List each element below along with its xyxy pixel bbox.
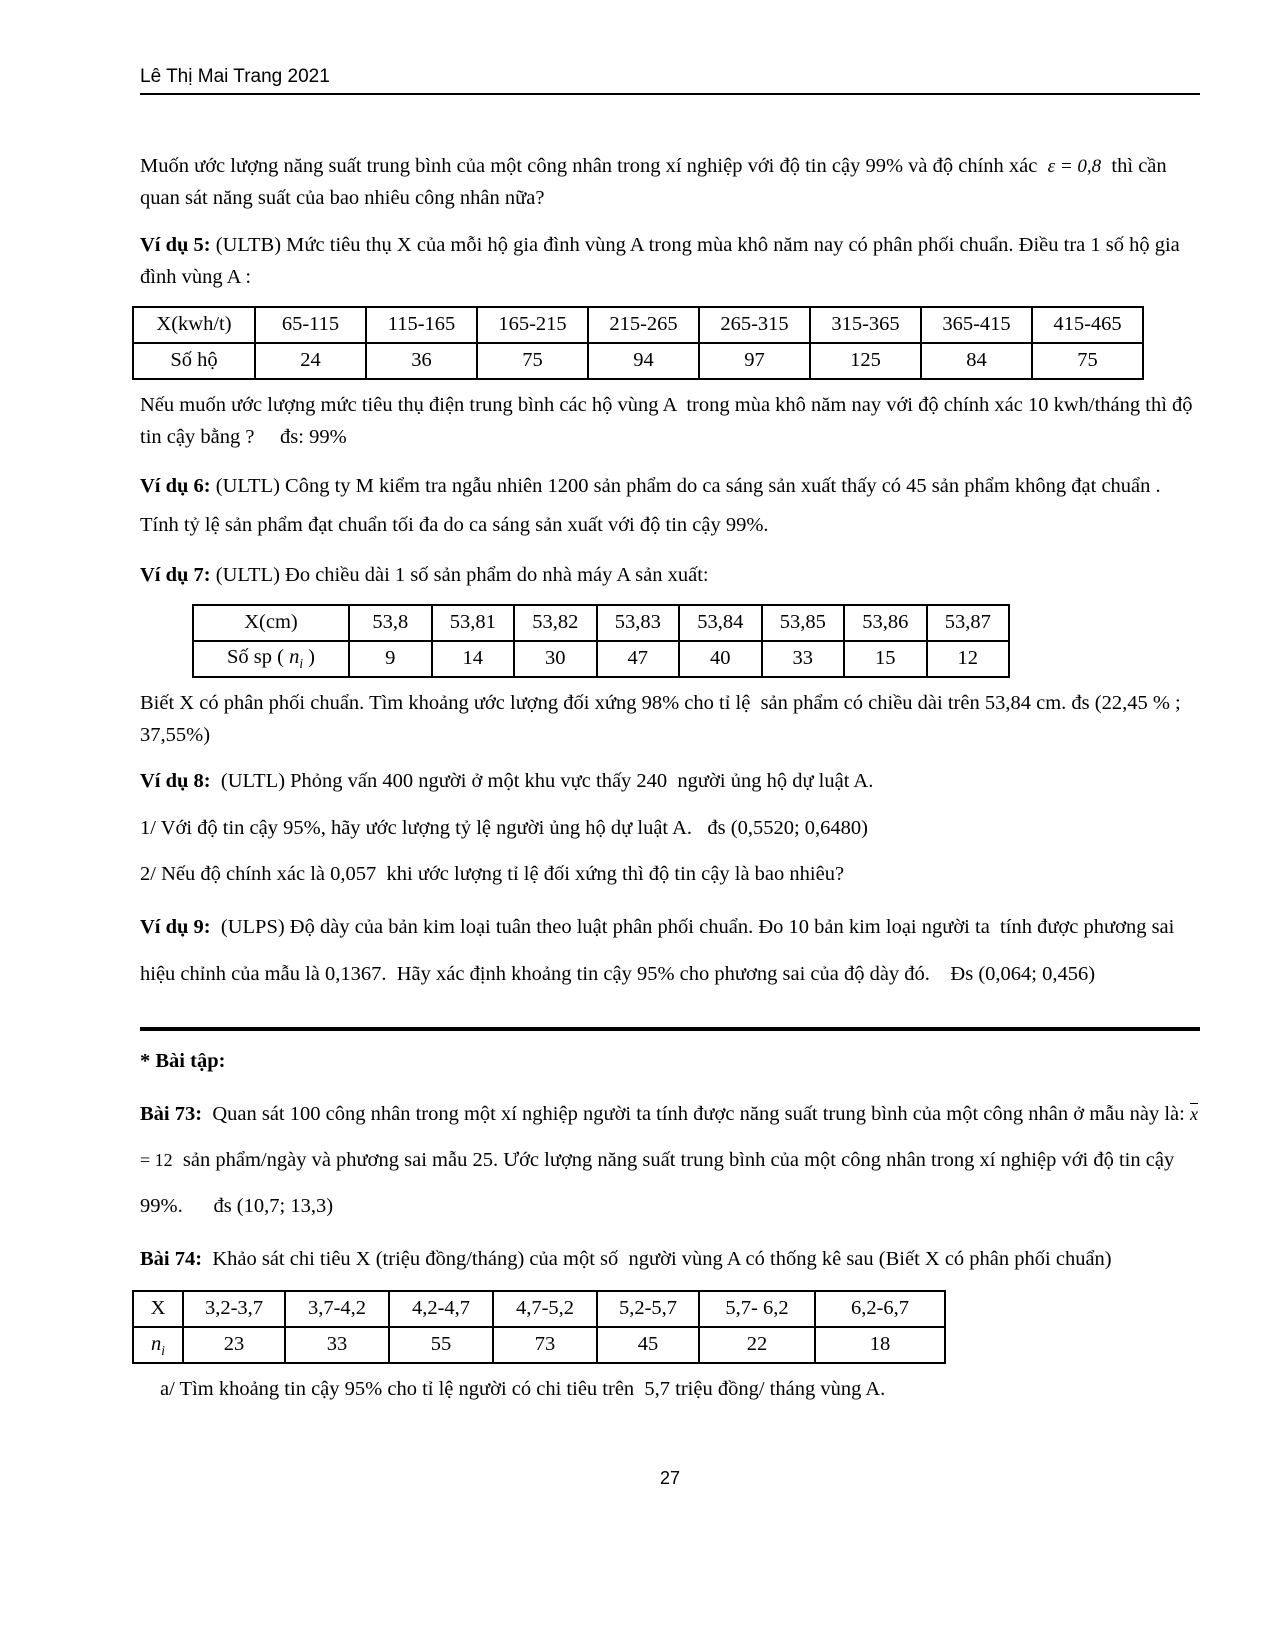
table-cell: X xyxy=(133,1291,183,1327)
table-cell: 15 xyxy=(844,641,927,677)
exercises-section-title xyxy=(140,1045,1200,1077)
table-cell: 36 xyxy=(366,343,477,379)
n-variable: n xyxy=(289,646,300,669)
table-cell: 14 xyxy=(432,641,515,677)
example-9 xyxy=(140,904,1200,996)
example-5 xyxy=(140,229,1200,294)
length-question-text: Biết X có phân phối chuẩn. Tìm khoảng ước lượng đối xứng 98% cho tỉ lệ sản phẩm có chiều dài trên 53,84 cm. đs (22,45 % ; 37,55%) xyxy=(140,691,1197,746)
table-cell: 12 xyxy=(927,641,1010,677)
n-subscript: i xyxy=(161,1342,165,1358)
example-8-text: (ULTL) Phỏng vấn 400 người ở một khu vực thấy 240 người ủng hộ dự luật A. xyxy=(210,770,874,793)
table-cell: 84 xyxy=(921,343,1032,379)
consumption-table xyxy=(132,306,1144,380)
example-8-item-1-text: 1/ Với độ tin cậy 95%, hãy ước lượng tỷ lệ người ủng hộ dự luật A. đs (0,5520; 0,6480) xyxy=(140,816,868,839)
exercise-73-text-post: sản phẩm/ngày và phương sai mẫu 25. Ước lượng năng suất trung bình của một công nhân trong xí nghiệp với độ tin cậy 99%. đs (10,7; 13,3) xyxy=(140,1149,1180,1218)
page-footer xyxy=(140,1468,1200,1489)
example-6-text: (ULTL) Công ty M kiểm tra ngẫu nhiên 1200 sản phẩm do ca sáng sản xuất thấy có 45 sản phẩm không đạt chuẩn . Tính tỷ lệ sản phẩm đạt chuẩn tối đa do ca sáng sản xuất với độ tin cậy 99%. xyxy=(140,475,1166,537)
consumption-header-row xyxy=(133,307,1143,343)
table-cell: 23 xyxy=(183,1327,285,1363)
spending-row-label xyxy=(133,1327,183,1363)
table-cell: 125 xyxy=(810,343,921,379)
exercise-73-text-pre: Quan sát 100 công nhân trong một xí nghiệp người ta tính được năng suất trung bình của một công nhân ở mẫu này là: xyxy=(202,1103,1190,1125)
exercise-74-item-a-text: a/ Tìm khoảng tin cậy 95% cho tỉ lệ người có chi tiêu trên 5,7 triệu đồng/ tháng vùng A. xyxy=(160,1377,886,1400)
exercises-section-title-text: * Bài tập: xyxy=(140,1049,226,1072)
example-7-label: Ví dụ 7: xyxy=(140,564,211,587)
header-rule xyxy=(140,93,1200,95)
table-cell: 33 xyxy=(762,641,845,677)
example-8 xyxy=(140,765,1200,797)
example-6 xyxy=(140,467,1200,545)
length-value-row xyxy=(193,641,1009,677)
table-cell: 75 xyxy=(1032,343,1143,379)
table-cell: 415-465 xyxy=(1032,307,1143,343)
consumption-question-text: Nếu muốn ước lượng mức tiêu thụ điện trung bình các hộ vùng A trong mùa khô năm nay với độ chính xác 10 kwh/tháng thì độ tin cậy bằng ? đs: 99% xyxy=(140,393,1198,448)
example-7-text: (ULTL) Đo chiều dài 1 số sản phẩm do nhà máy A sản xuất: xyxy=(210,564,709,587)
table-cell: X(kwh/t) xyxy=(133,307,255,343)
table-cell: 53,86 xyxy=(844,605,927,641)
table-cell: 365-415 xyxy=(921,307,1032,343)
n-subscript: i xyxy=(299,656,304,672)
example-7 xyxy=(140,559,1200,591)
example-5-label: Ví dụ 5: xyxy=(140,233,211,256)
table-cell: 4,2-4,7 xyxy=(389,1291,493,1327)
table-cell: 4,7-5,2 xyxy=(493,1291,597,1327)
xbar-variable: $\overline{x}$ xyxy=(1189,1104,1198,1124)
example-8-item-1 xyxy=(140,812,1200,844)
table-cell: 6,2-6,7 xyxy=(815,1291,945,1327)
spending-table xyxy=(132,1290,946,1364)
table-cell: 94 xyxy=(588,343,699,379)
table-cell: 5,7- 6,2 xyxy=(699,1291,815,1327)
exercise-73-label: Bài 73: xyxy=(140,1103,203,1125)
table-cell: 47 xyxy=(597,641,680,677)
table-cell: 53,8 xyxy=(349,605,432,641)
exercise-74-text: Khảo sát chi tiêu X (triệu đồng/tháng) của một số người vùng A có thống kê sau (Biết X có phân phối chuẩn) xyxy=(202,1248,1112,1271)
length-table xyxy=(192,604,1010,678)
example-8-item-2 xyxy=(140,858,1200,890)
table-cell: 33 xyxy=(285,1327,389,1363)
table-cell: 30 xyxy=(514,641,597,677)
example-6-label: Ví dụ 6: xyxy=(140,475,211,498)
table-cell: 73 xyxy=(493,1327,597,1363)
table-cell: 55 xyxy=(389,1327,493,1363)
length-row-label-pre: Số sp ( xyxy=(227,646,290,669)
table-cell: 115-165 xyxy=(366,307,477,343)
table-cell: 53,84 xyxy=(679,605,762,641)
exercise-73 xyxy=(140,1091,1203,1229)
table-cell: 97 xyxy=(699,343,810,379)
exercise-74-label: Bài 74: xyxy=(140,1248,203,1271)
page-number: 27 xyxy=(659,1468,681,1488)
example-5-text: (ULTB) Mức tiêu thụ X của mỗi hộ gia đình vùng A trong mùa khô năm nay có phân phối chuẩn. Điều tra 1 số hộ gia đình vùng A : xyxy=(140,233,1185,289)
intro-text-pre: Muốn ước lượng năng suất trung bình của một công nhân trong xí nghiệp với độ tin cậy 99% và độ chính xác xyxy=(140,155,1048,177)
example-9-text: (ULPS) Độ dày của bản kim loại tuân theo luật phân phối chuẩn. Đo 10 bản kim loại người ta tính được phương sai hiệu chỉnh của mẫu là 0,1367. Hãy xác định khoảng tin cậy 95% cho phương sai của độ dày đó. Đs (0,064; 0,456) xyxy=(140,916,1180,985)
length-header-row xyxy=(193,605,1009,641)
example-9-label: Ví dụ 9: xyxy=(140,916,211,939)
table-cell: 45 xyxy=(597,1327,699,1363)
spending-value-row xyxy=(133,1327,945,1363)
n-variable: n xyxy=(151,1332,162,1355)
table-cell: X(cm) xyxy=(193,605,349,641)
table-cell: 65-115 xyxy=(255,307,366,343)
table-cell: 53,87 xyxy=(927,605,1010,641)
example-8-item-2-text: 2/ Nếu độ chính xác là 0,057 khi ước lượng tỉ lệ đối xứng thì độ tin cậy là bao nhiêu? xyxy=(140,863,845,885)
table-cell: 3,2-3,7 xyxy=(183,1291,285,1327)
xbar-value: = 12 xyxy=(140,1104,1203,1171)
example-8-label: Ví dụ 8: xyxy=(140,770,211,793)
length-question xyxy=(140,687,1200,752)
intro-text-post: thì cần quan sát năng suất của bao nhiêu công nhân nữa? xyxy=(140,155,1172,210)
table-cell: 53,83 xyxy=(597,605,680,641)
table-cell: 22 xyxy=(699,1327,815,1363)
table-cell: 18 xyxy=(815,1327,945,1363)
table-cell: 9 xyxy=(349,641,432,677)
table-cell: 24 xyxy=(255,343,366,379)
table-cell: Số hộ xyxy=(133,343,255,379)
exercise-74-item-a xyxy=(140,1373,1200,1405)
spending-header-row xyxy=(133,1291,945,1327)
table-cell: 315-365 xyxy=(810,307,921,343)
epsilon-expression: ε = 0,8 xyxy=(1047,156,1102,177)
consumption-value-row xyxy=(133,343,1143,379)
table-cell: 165-215 xyxy=(477,307,588,343)
length-row-label xyxy=(193,641,349,677)
table-cell: 75 xyxy=(477,343,588,379)
header-author-name: Lê Thị Mai Trang 2021 xyxy=(140,66,330,87)
consumption-question xyxy=(140,389,1200,454)
exercise-74 xyxy=(140,1243,1200,1275)
page-content xyxy=(140,150,1203,1414)
table-cell: 265-315 xyxy=(699,307,810,343)
length-row-label-post: ) xyxy=(303,646,315,669)
table-cell: 53,85 xyxy=(762,605,845,641)
section-divider xyxy=(140,1027,1200,1031)
table-cell: 5,2-5,7 xyxy=(597,1291,699,1327)
table-cell: 53,81 xyxy=(432,605,515,641)
table-cell: 53,82 xyxy=(514,605,597,641)
intro-paragraph xyxy=(140,150,1200,215)
table-cell: 3,7-4,2 xyxy=(285,1291,389,1327)
table-cell: 215-265 xyxy=(588,307,699,343)
table-cell: 40 xyxy=(679,641,762,677)
page-header xyxy=(140,66,1200,95)
